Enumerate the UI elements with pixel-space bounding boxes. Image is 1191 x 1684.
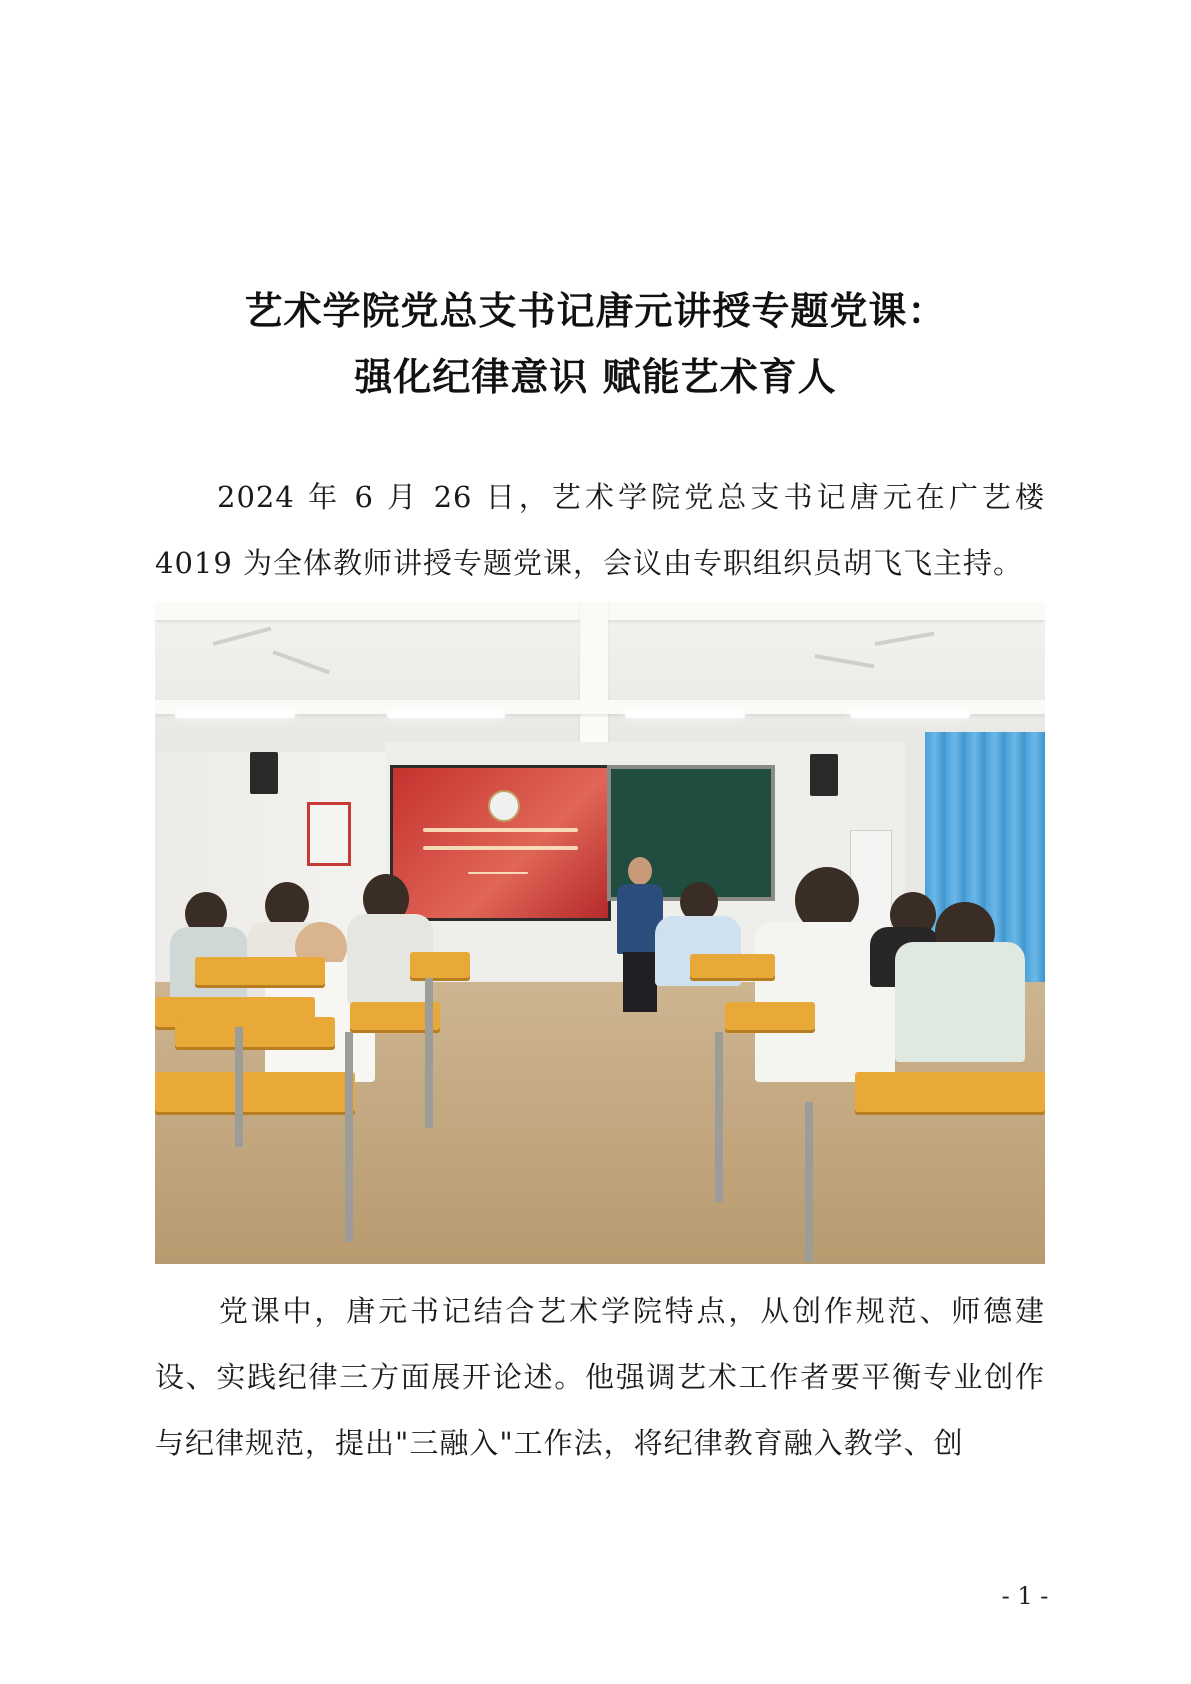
- document-title-line-2: 强化纪律意识 赋能艺术育人: [354, 355, 837, 399]
- screen-text-line: [423, 846, 578, 850]
- lecturer-legs: [623, 952, 657, 1012]
- paragraph-2-text: 党课中，唐元书记结合艺术学院特点，从创作规范、师德建设、实践纪律三方面展开论述。他强调艺术工作者要平衡专业创作与纪律规范，提出"三融入"工作法，将纪律教育融入教学、创: [155, 1294, 1045, 1460]
- classroom-photo: [155, 602, 1045, 1264]
- classroom-desk: [690, 954, 775, 978]
- ceiling-light: [175, 710, 295, 718]
- classroom-desk: [155, 1072, 355, 1112]
- classroom-desk: [855, 1072, 1045, 1112]
- wall-speaker: [250, 752, 278, 794]
- school-emblem-icon: [488, 790, 520, 822]
- desk-leg: [715, 1032, 723, 1202]
- screen-text-line: [468, 872, 528, 874]
- document-title-line-1: 艺术学院党总支书记唐元讲授专题党课：: [244, 289, 947, 333]
- lecturer-head: [628, 857, 652, 885]
- desk-leg: [425, 978, 433, 1128]
- paragraph-1-text: 2024 年 6 月 26 日，艺术学院党总支书记唐元在广艺楼 4019 为全体教师讲授专题党课，会议由专职组织员胡飞飞主持。: [155, 480, 1045, 580]
- ceiling-light: [850, 710, 970, 718]
- classroom-desk: [175, 1017, 335, 1047]
- classroom-desk: [725, 1002, 815, 1030]
- ceiling-light: [625, 710, 745, 718]
- page-number: - 1 -: [1001, 1582, 1049, 1610]
- desk-leg: [805, 1102, 813, 1262]
- desk-leg: [235, 1027, 243, 1147]
- wall-poster: [307, 802, 351, 866]
- ceiling-light: [387, 710, 505, 718]
- photo-ceiling-beam: [580, 602, 608, 752]
- audience-member: [895, 942, 1025, 1062]
- paragraph-1: [155, 464, 1045, 596]
- screen-text-line: [423, 828, 578, 832]
- paragraph-2: [155, 1278, 1045, 1476]
- classroom-desk: [410, 952, 470, 978]
- projection-screen: [390, 765, 611, 921]
- wall-speaker: [810, 754, 838, 796]
- classroom-desk: [195, 957, 325, 985]
- desk-leg: [345, 1032, 353, 1242]
